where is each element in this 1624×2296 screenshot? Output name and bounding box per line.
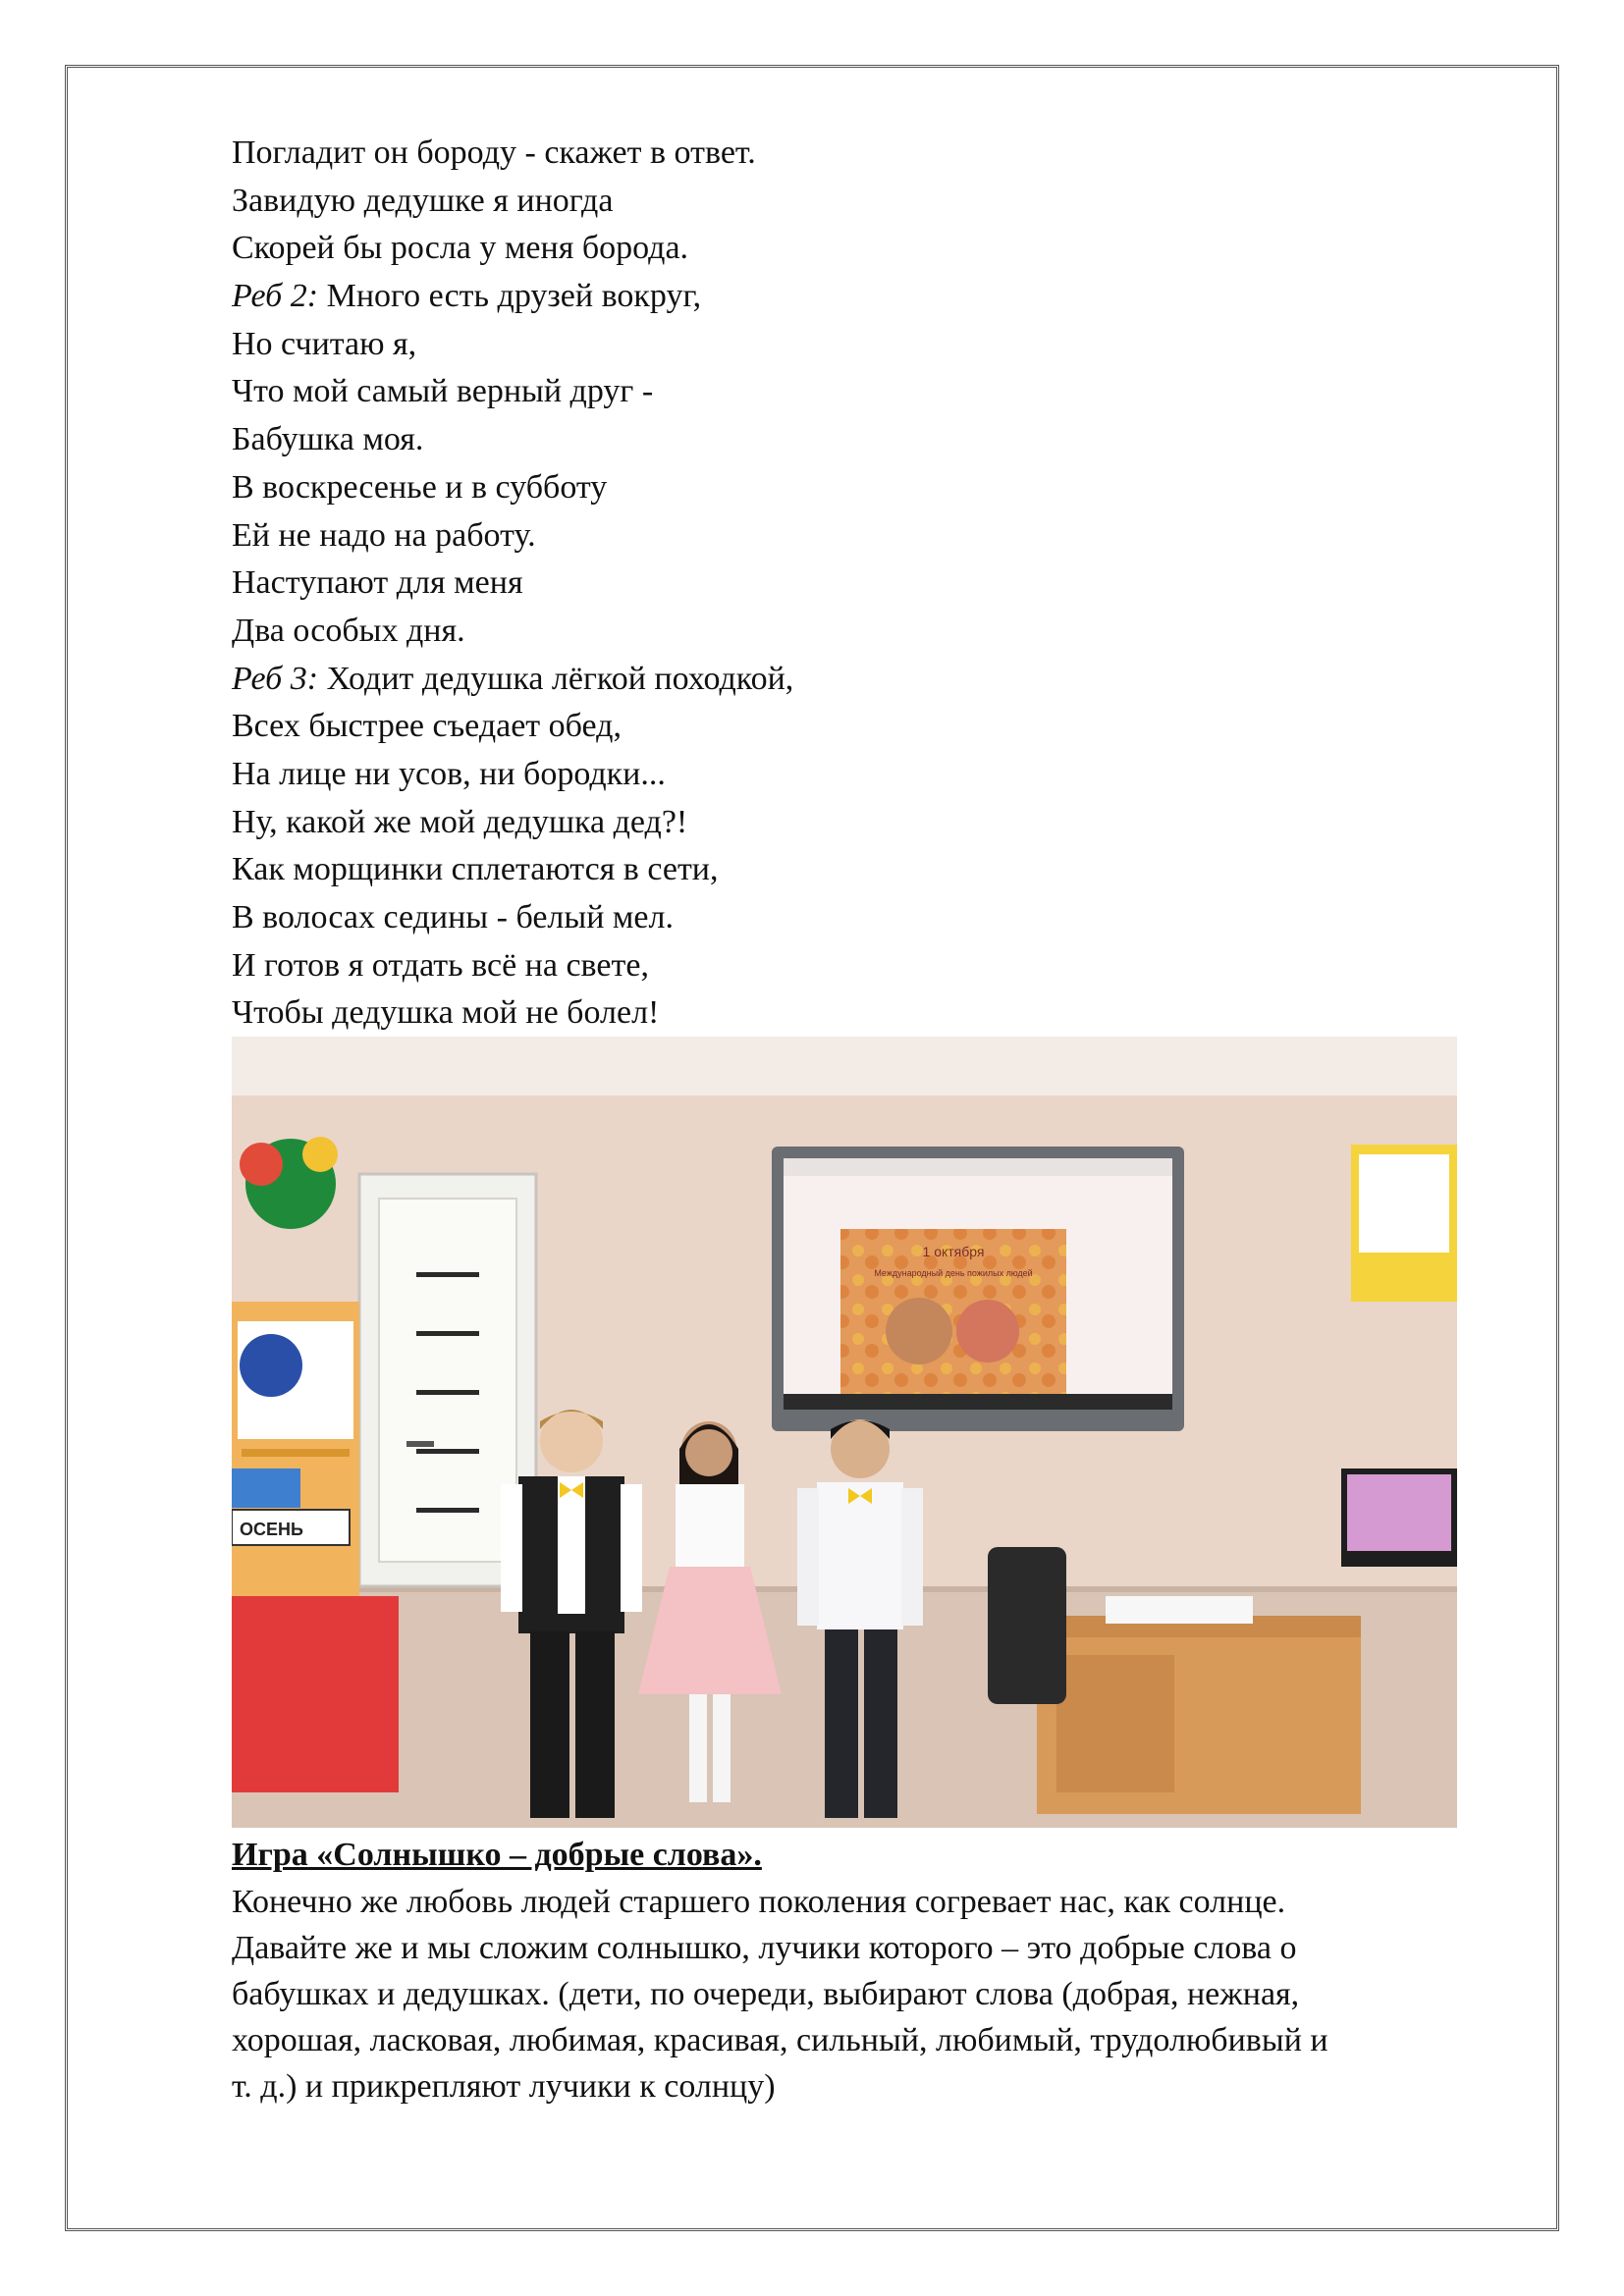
- verse-line: Наступают для меня: [232, 564, 523, 602]
- poem-block: [232, 130, 1508, 1038]
- verse-line: Чтобы дедушка мой не болел!: [232, 994, 660, 1032]
- verse-line: Завидую дедушке я иногда: [232, 182, 614, 219]
- paragraph-line: бабушках и дедушках. (дети, по очереди, выбирают слова (добрая, нежная,: [232, 1976, 1300, 2012]
- verse-line: Погладит он бороду - скажет в ответ.: [232, 134, 756, 171]
- paragraph-line: хорошая, ласковая, любимая, красивая, сильный, любимый, трудолюбивый и: [232, 2022, 1328, 2058]
- screen-subtitle: Международный день пожилых людей: [874, 1268, 1033, 1278]
- screen-title: 1 октября: [922, 1244, 985, 1259]
- verse-line: Что мой самый верный друг -: [232, 373, 654, 410]
- speaker-label: Реб 2:: [232, 278, 319, 315]
- section-paragraph: [232, 1879, 1498, 2109]
- verse-line: Всех быстрее съедает обед,: [232, 708, 622, 745]
- verse-line: Реб 2: Много есть друзей вокруг,: [232, 278, 702, 315]
- verse-line: Бабушка моя.: [232, 421, 424, 458]
- verse-line: Ну, какой же мой дедушка дед?!: [232, 803, 688, 840]
- paragraph-line: Давайте же и мы сложим солнышко, лучики которого – это добрые слова о: [232, 1930, 1297, 1966]
- verse-line: В воскресенье и в субботу: [232, 468, 608, 506]
- verse-line: Реб 3: Ходит дедушка лёгкой походкой,: [232, 660, 794, 697]
- verse-line: Ей не надо на работу.: [232, 516, 536, 554]
- paragraph-line: Конечно же любовь людей старшего поколения согревает нас, как солнце.: [232, 1884, 1286, 1920]
- verse-line: Как морщинки сплетаются в сети,: [232, 851, 719, 888]
- verse-line: В волосах седины - белый мел.: [232, 899, 674, 935]
- verse-line: На лице ни усов, ни бородки...: [232, 755, 666, 792]
- verse-line: Скорей бы росла у меня борода.: [232, 230, 689, 267]
- poster-label: ОСЕНЬ: [240, 1520, 303, 1539]
- classroom-photo: [232, 1037, 1457, 1828]
- speaker-label: Реб 3:: [232, 660, 319, 697]
- verse-line: Но считаю я,: [232, 325, 417, 362]
- verse-line: Два особых дня.: [232, 612, 465, 649]
- verse-line: И готов я отдать всё на свете,: [232, 946, 649, 984]
- paragraph-line: т. д.) и прикрепляют лучики к солнцу): [232, 2068, 776, 2105]
- section-heading: Игра «Солнышко – добрые слова».: [232, 1837, 762, 1873]
